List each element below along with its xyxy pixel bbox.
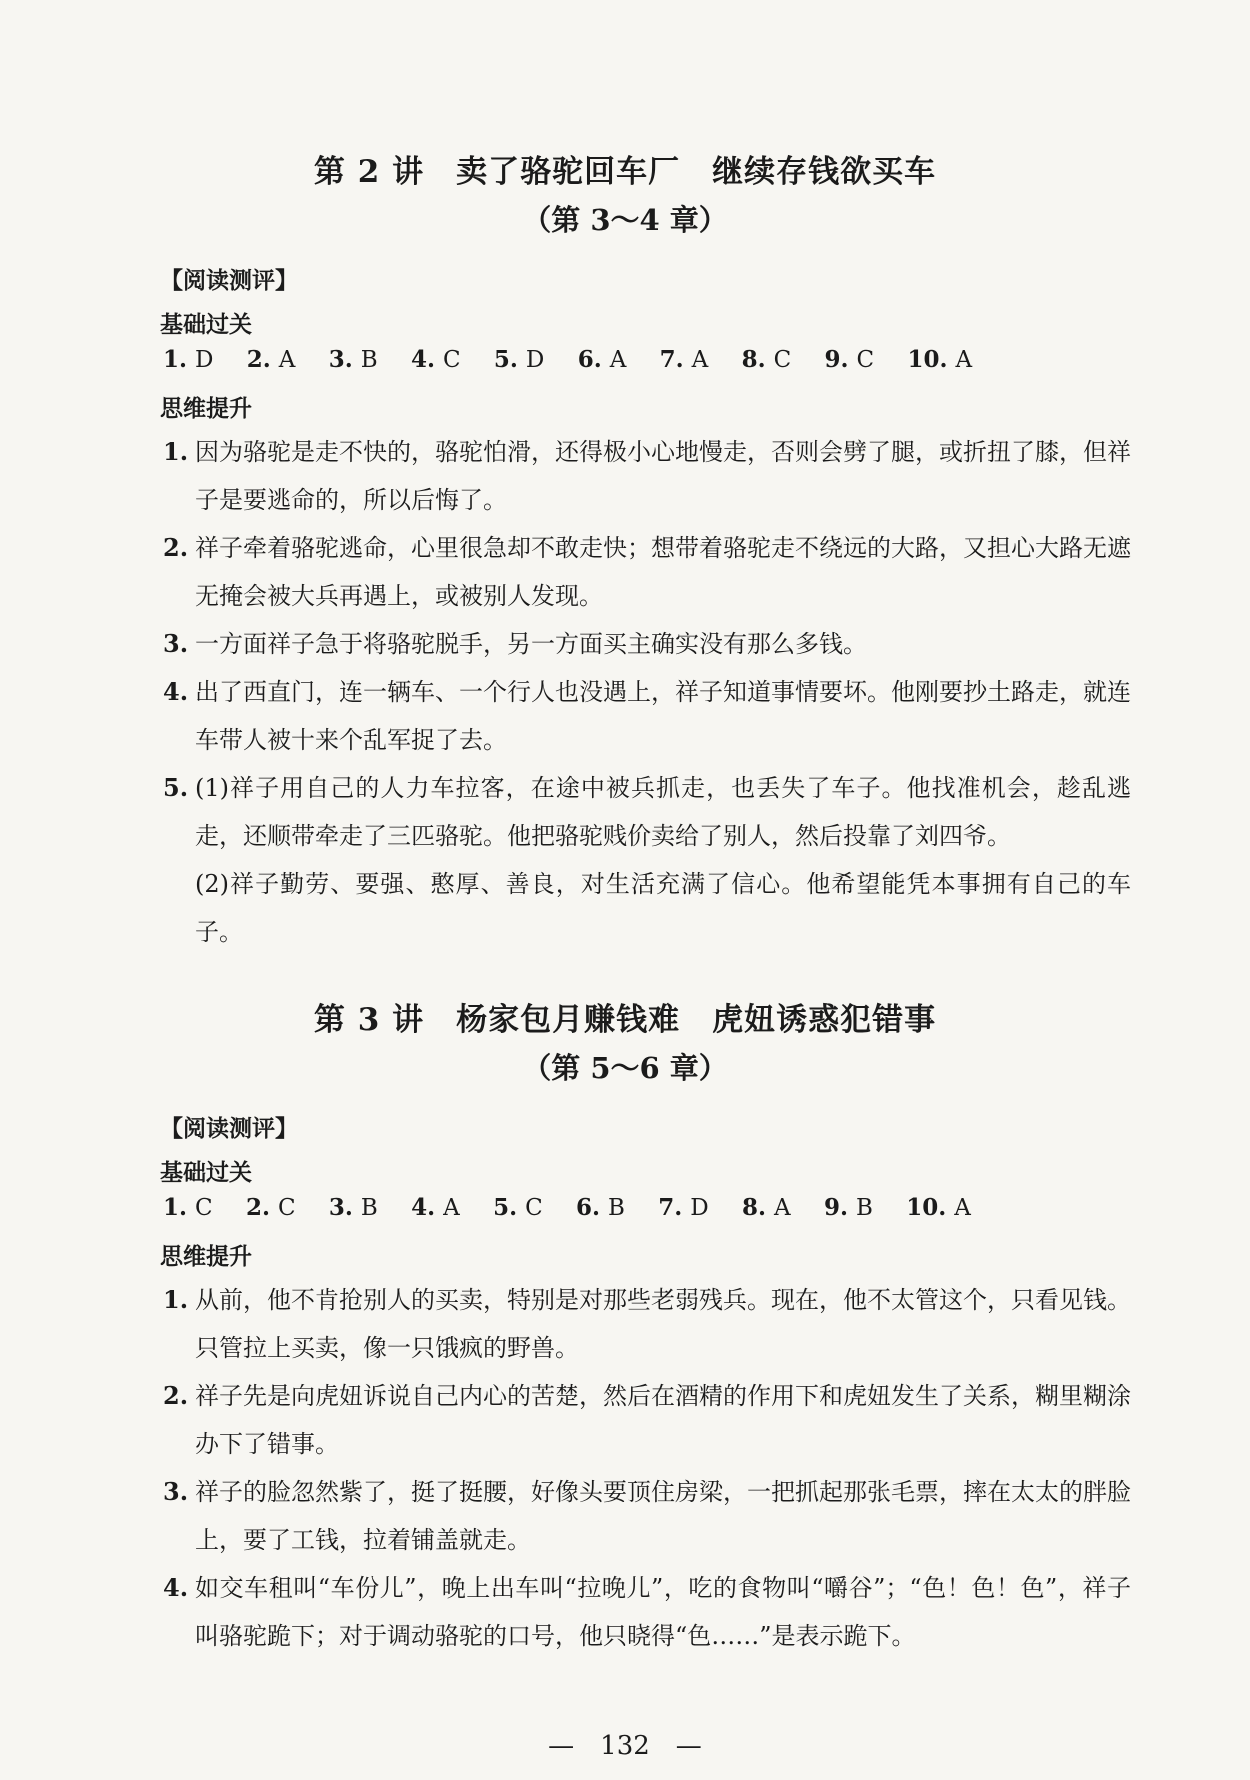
answer-choice: C <box>856 347 875 373</box>
basic-label: 基础过关 <box>160 312 252 338</box>
answer-number: 10. <box>907 346 948 373</box>
section-label: 【阅读测评】 <box>160 1116 298 1142</box>
lecture-3-heading <box>0 996 1250 1092</box>
answer-number: 10. <box>906 1194 947 1221</box>
chapter-range: （第 3～4 章） <box>522 203 728 237</box>
answer-number: 7. <box>659 346 684 373</box>
page-number: — 132 — <box>548 1731 702 1761</box>
answer-choice: B <box>608 1195 625 1221</box>
answer-choice: C <box>525 1195 543 1221</box>
answer-choice: A <box>443 1195 460 1221</box>
item-text: 祥子牵着骆驼逃命，心里很急却不敢走快；想带着骆驼走不绕远的大路，又担心大路无遮无掩会被大兵再遇上，或被别人发现。 <box>195 534 1131 610</box>
item-number: 1. <box>163 1285 189 1314</box>
answer-item <box>163 620 1131 668</box>
answer-number: 5. <box>493 346 518 373</box>
answer-item <box>163 1372 1131 1468</box>
item-number: 3. <box>163 629 189 658</box>
answer-item <box>163 1468 1131 1564</box>
item-text: 祥子先是向虎妞诉说自己内心的苦楚，然后在酒精的作用下和虎妞发生了关系，糊里糊涂办下了错事。 <box>195 1382 1131 1458</box>
answer-choice: B <box>360 1195 378 1221</box>
answer-number: 9. <box>823 1194 848 1221</box>
answer-number: 7. <box>658 1194 683 1221</box>
answer-choice: D <box>195 347 214 373</box>
answer-number: 5. <box>493 1194 518 1221</box>
answer-number: 3. <box>328 1194 353 1221</box>
answer-item <box>163 1276 1131 1372</box>
answer-number: 6. <box>577 346 602 373</box>
answer-item <box>163 668 1131 764</box>
answer-choice: B <box>360 347 378 373</box>
item-text: 祥子的脸忽然紫了，挺了挺腰，好像头要顶住房梁，一把抓起那张毛票，摔在太太的胖脸上，要了工钱，拉着铺盖就走。 <box>195 1478 1131 1554</box>
answer-choice: A <box>955 347 973 373</box>
answer-choice: A <box>691 347 709 373</box>
section-label: 【阅读测评】 <box>160 268 298 294</box>
answer-number: 8. <box>742 1194 767 1221</box>
answer-choice: A <box>609 347 627 373</box>
answer-number: 2. <box>245 1194 270 1221</box>
answer-choice: C <box>195 1195 213 1221</box>
answer-choice: C <box>277 1195 296 1221</box>
answer-item <box>163 1564 1131 1660</box>
answer-choice: A <box>954 1195 971 1221</box>
answer-number: 4. <box>410 346 435 373</box>
answer-choice: D <box>690 1195 709 1221</box>
answer-item <box>163 524 1131 620</box>
answer-number: 8. <box>741 346 766 373</box>
item-text <box>195 764 1131 956</box>
item-number: 2. <box>163 533 189 562</box>
item-number: 2. <box>163 1381 189 1410</box>
answer-row <box>163 1194 997 1221</box>
answer-number: 6. <box>576 1194 601 1221</box>
chapter-range: （第 5～6 章） <box>522 1051 728 1085</box>
item-number: 4. <box>163 1573 189 1602</box>
item-text: 出了西直门，连一辆车、一个行人也没遇上，祥子知道事情要坏。他刚要抄土路走，就连车带人被十来个乱军捉了去。 <box>195 678 1131 754</box>
item-number: 1. <box>163 437 189 466</box>
answer-choice: A <box>278 347 296 373</box>
sub-answer: (2)祥子勤劳、要强、憨厚、善良，对生活充满了信心。他希望能凭本事拥有自己的车子。 <box>195 870 1131 946</box>
lecture-title: 第 3 讲 杨家包月赚钱难 虎妞诱惑犯错事 <box>313 1002 937 1038</box>
answer-number: 9. <box>824 346 849 373</box>
item-text: 从前，他不肯抢别人的买卖，特别是对那些老弱残兵。现在，他不太管这个，只看见钱。只管拉上买卖，像一只饿疯的野兽。 <box>195 1286 1131 1362</box>
sub-answer: (1)祥子用自己的人力车拉客，在途中被兵抓走，也丢失了车子。他找准机会，趁乱逃走，还顺带牵走了三匹骆驼。他把骆驼贱价卖给了别人，然后投靠了刘四爷。 <box>195 774 1131 850</box>
item-text: 一方面祥子急于将骆驼脱手，另一方面买主确实没有那么多钱。 <box>195 630 867 658</box>
item-text: 因为骆驼是走不快的，骆驼怕滑，还得极小心地慢走，否则会劈了腿，或折扭了膝，但祥子是要逃命的，所以后悔了。 <box>195 438 1131 514</box>
lecture-title: 第 2 讲 卖了骆驼回车厂 继续存钱欲买车 <box>313 154 937 190</box>
answer-number: 1. <box>163 1194 188 1221</box>
lecture-2-heading <box>0 148 1250 244</box>
answer-item <box>163 428 1131 524</box>
answer-number: 3. <box>328 346 353 373</box>
answer-item <box>163 764 1131 956</box>
answer-choice: C <box>773 347 792 373</box>
answer-choice: B <box>855 1195 873 1221</box>
answer-number: 4. <box>411 1194 436 1221</box>
thinking-label: 思维提升 <box>160 1244 252 1270</box>
basic-label: 基础过关 <box>160 1160 252 1186</box>
answer-row <box>163 346 998 373</box>
answer-choice: A <box>774 1195 791 1221</box>
item-number: 4. <box>163 677 189 706</box>
item-number: 5. <box>163 773 189 802</box>
answer-number: 2. <box>246 346 271 373</box>
thinking-label: 思维提升 <box>160 396 252 422</box>
answer-choice: D <box>525 347 545 373</box>
answer-choice: C <box>442 347 461 373</box>
answer-number: 1. <box>163 346 188 373</box>
item-text: 如交车租叫“车份儿”，晚上出车叫“拉晚儿”，吃的食物叫“嚼谷”；“色！色！色”，祥子叫骆驼跪下；对于调动骆驼的口号，他只晓得“色……”是表示跪下。 <box>195 1574 1131 1650</box>
item-number: 3. <box>163 1477 189 1506</box>
